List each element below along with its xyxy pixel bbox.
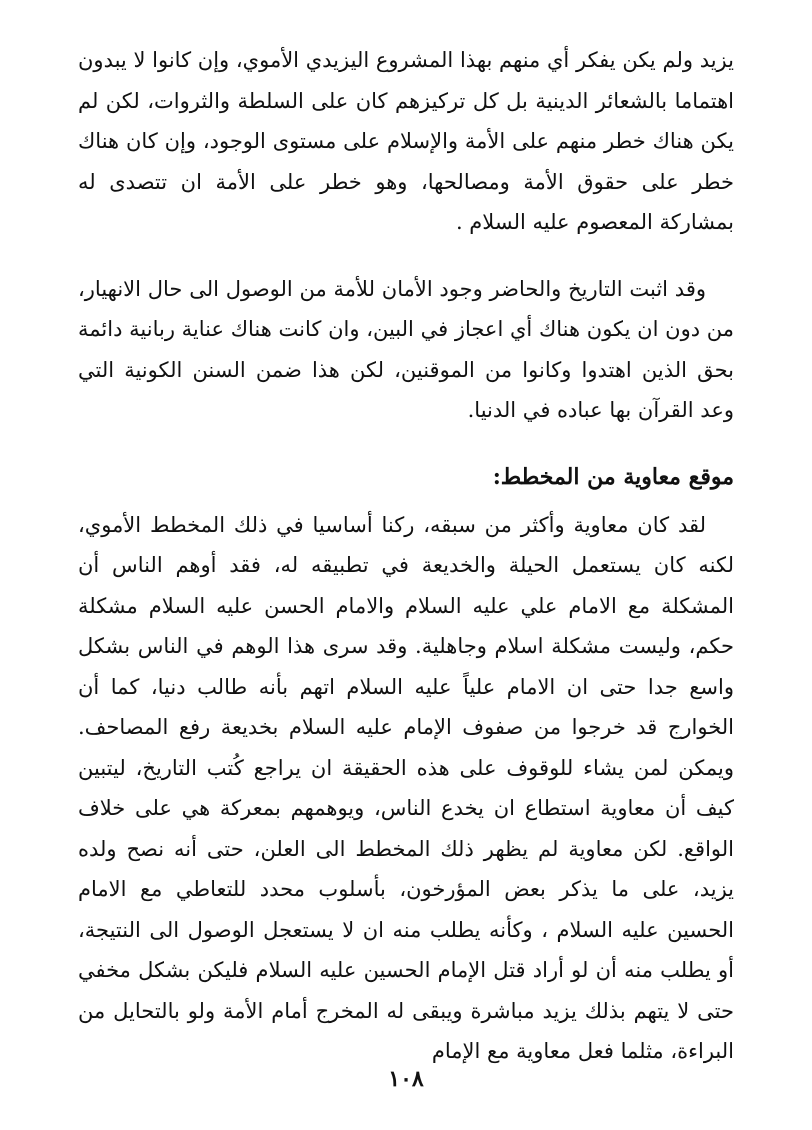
page-number: ١٠٨ bbox=[388, 1066, 424, 1092]
paragraph-1: يزيد ولم يكن يفكر أي منهم بهذا المشروع اليزيدي الأموي، وإن كانوا لا يبدون اهتماما بالشعائر الدينية بل كل تركيزهم كان على السلطة والثروات، لكن لم يكن هناك خطر منهم على الأمة والإسلام على مستوى الوجود، وإن كان هناك خطر على حقوق الأمة ومصالحها، وهو خطر على الأمة ان تتصدى له بمشاركة المعصوم عليه السلام . bbox=[78, 48, 734, 234]
section-heading: موقع معاوية من المخطط: bbox=[492, 463, 734, 490]
paragraph-3: لقد كان معاوية وأكثر من سبقه، ركنا أساسيا في ذلك المخطط الأموي، لكنه كان يستعمل الحيلة والخديعة في تطبيقه له، فقد أوهم الناس أن المشكلة مع الامام علي عليه السلام والامام الحسن عليه السلام مشكلة حكم، وليست مشكلة اسلام وجاهلية. وقد سرى هذا الوهم في الناس بشكل واسع جدا حتى ان الامام علياً عليه السلام اتهم بأنه طالب دنيا، كما أن الخوارج قد خرجوا من صفوف الإمام عليه السلام بخديعة رفع المصاحف. ويمكن لمن يشاء للوقوف على هذه الحقيقة ان يراجع كُتب التاريخ، ليتبين كيف أن معاوية استطاع ان يخدع الناس، ويوهمهم بمعركة هي على خلاف الواقع. لكن معاوية لم يظهر ذلك المخطط الى العلن، حتى أنه نصح ولده يزيد، على ما يذكر بعض المؤرخون، بأسلوب محدد للتعاطي مع الامام الحسين عليه السلام ، وكأنه يطلب منه ان لا يستعجل الوصول الى النتيجة، أو يطلب منه أن لو أراد قتل الإمام الحسين عليه السلام فليكن بشكل مخفي حتى لا يتهم بذلك يزيد مباشرة ويبقى له المخرج أمام الأمة ولو بالتحايل من البراءة، مثلما فعل معاوية مع الإمام bbox=[78, 512, 734, 1063]
paragraph-2: وقد اثبت التاريخ والحاضر وجود الأمان للأمة من الوصول الى حال الانهيار، من دون ان يكون هناك أي اعجاز في البين، وان كانت هناك عناية ربانية دائمة بحق الذين اهتدوا وكانوا من الموقنين، لكن هذا ضمن السنن الكونية التي وعد القرآن بها عباده في الدنيا. bbox=[78, 276, 734, 422]
page-body bbox=[78, 40, 734, 1072]
